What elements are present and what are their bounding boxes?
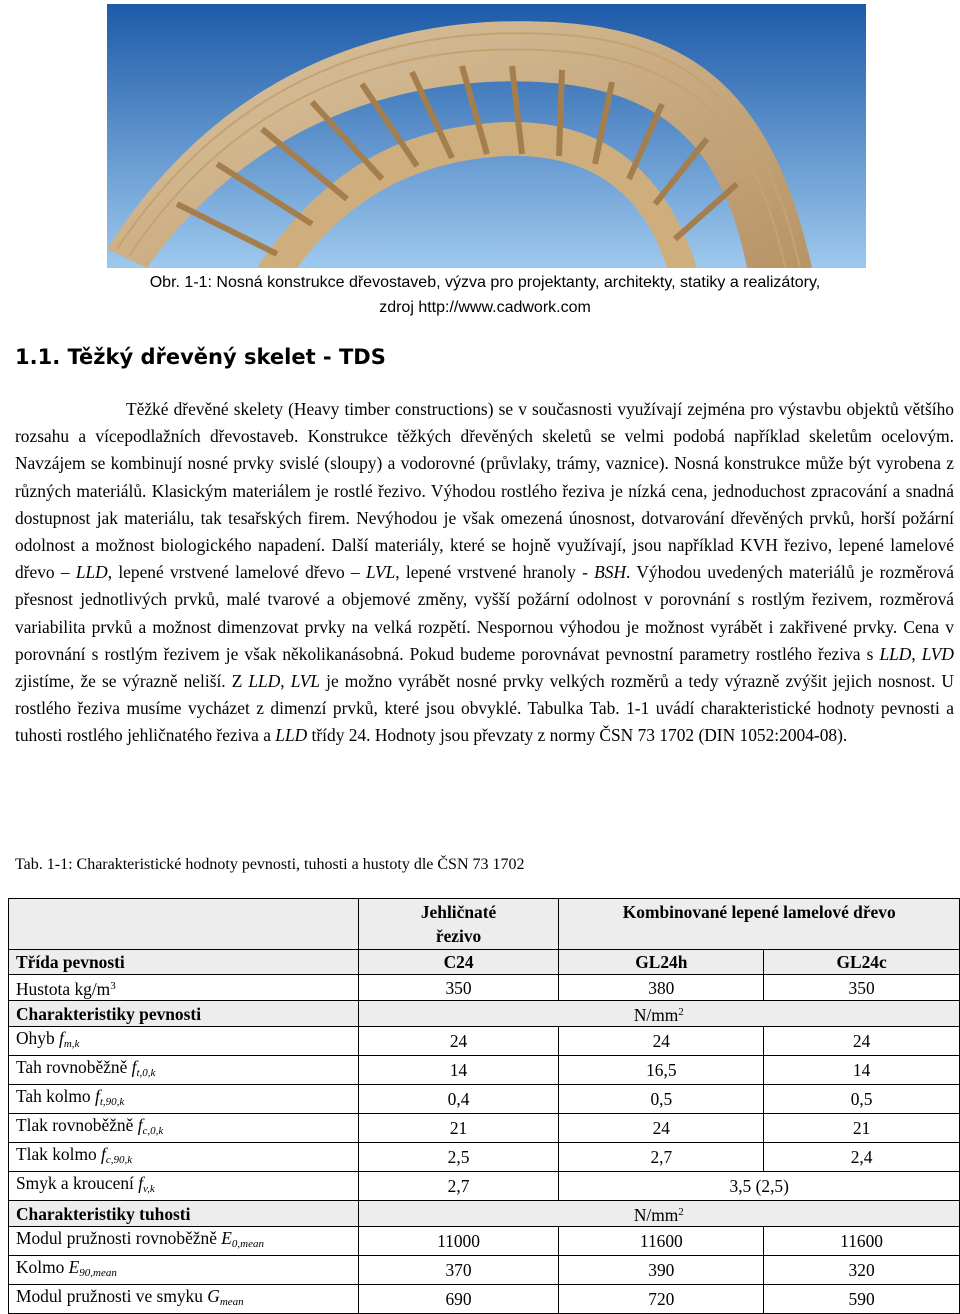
text-run: zjistíme, že se výrazně neliší. Z xyxy=(15,671,249,692)
cell-value: 24 xyxy=(358,1027,559,1056)
figure-caption-line1: Obr. 1-1: Nosná konstrukce dřevostaveb, výzva pro projektanty, architekty, statiky a realizátory, xyxy=(149,274,821,291)
cell-value: 16,5 xyxy=(559,1056,764,1085)
table-row-stiffness xyxy=(9,1256,960,1285)
table-row-class xyxy=(9,950,960,975)
cell-value: 590 xyxy=(764,1285,960,1314)
group-unit xyxy=(358,1201,959,1227)
cell-value: 24 xyxy=(764,1027,960,1056)
text-run: , lepené vrstvené hranoly - xyxy=(395,562,595,583)
row-label-text: Smyk a kroucení xyxy=(16,1173,139,1193)
cell-value: 0,4 xyxy=(358,1085,559,1114)
abbr-lld: LLD xyxy=(275,725,308,746)
row-label-text: Tah rovnoběžně xyxy=(16,1057,132,1077)
cell-value: 24 xyxy=(559,1027,764,1056)
abbr-lvl: LVL xyxy=(290,671,321,692)
cell-value: 370 xyxy=(358,1256,559,1285)
cell-value: 390 xyxy=(559,1256,764,1285)
symbol: f xyxy=(59,1028,64,1048)
header-softwood-line2: řezivo xyxy=(435,926,482,946)
cell-value: 14 xyxy=(358,1056,559,1085)
table-row-strength xyxy=(9,1027,960,1056)
cell-value: 380 xyxy=(559,975,764,1001)
row-label xyxy=(9,1285,359,1314)
symbol-subscript: c,0,k xyxy=(142,1125,164,1137)
body-paragraph xyxy=(15,396,954,750)
abbr-lld: LLD xyxy=(248,671,281,692)
abbr-lvl: LVL xyxy=(365,562,396,583)
symbol-subscript: c,90,k xyxy=(105,1154,133,1166)
symbol-subscript: t,90,k xyxy=(99,1096,125,1108)
row-label xyxy=(9,1027,359,1056)
figure-photo xyxy=(107,4,866,268)
group-label: Charakteristiky tuhosti xyxy=(9,1201,359,1227)
text-run: . Výhodou uvedených materiálů je rozměrová přesnost jednotlivých prvků, malé tvarové a objemové změny, vyšší požární odolnost v porovnání s rostlým řezivem, rozměrová variabilita prvků a možnost dimenzovat prvky na velká rozpětí. Nespornou výhodou je možnost vyrábět i zakřivené prvky. Cena v porovnání s rostlým řezivem je však několikanásobná. Pokud budeme porovnávat pevnostní parametry rostlého řeziva s xyxy=(15,562,954,664)
symbol-subscript: mean xyxy=(219,1296,244,1308)
cell-value: 21 xyxy=(764,1114,960,1143)
table-group-stiffness xyxy=(9,1201,960,1227)
group-unit xyxy=(358,1001,959,1027)
row-label xyxy=(9,1085,359,1114)
characteristics-table xyxy=(8,898,960,1314)
row-label xyxy=(9,1172,359,1201)
text-run: , xyxy=(280,671,291,692)
text-run: je možno vyrábět nosné prvky velkých rozměrů a tedy výrazně zvýšit jejich nosnost. U rostlého řeziva musíme vycházet z dimenzí prvků, které jsou obvyklé. Tabulka Tab. 1-1 uvádí charakteristické hodnoty pevnosti a tuhosti rostlého jehličnatého řeziva a xyxy=(15,671,954,746)
cell-value: 2,7 xyxy=(358,1172,559,1201)
figure-caption-line2: zdroj http://www.cadwork.com xyxy=(379,299,591,316)
cell-value: 11600 xyxy=(559,1227,764,1256)
symbol-subscript: 0,mean xyxy=(231,1238,264,1250)
symbol: E xyxy=(221,1228,232,1248)
row-label xyxy=(9,975,359,1001)
symbol: f xyxy=(131,1057,137,1077)
row-label xyxy=(9,1256,359,1285)
row-label-text: Modul pružnosti ve smyku xyxy=(16,1286,208,1306)
body-text xyxy=(15,396,954,750)
symbol: f xyxy=(137,1115,143,1135)
section-heading xyxy=(15,343,386,371)
row-label-text: Tlak kolmo xyxy=(16,1144,102,1164)
row-label xyxy=(9,1056,359,1085)
table-caption: Tab. 1-1: Charakteristické hodnoty pevnosti, tuhosti a hustoty dle ČSN 73 1702 xyxy=(15,856,525,873)
text-run: , xyxy=(911,643,922,664)
cell-value: C24 xyxy=(358,950,559,975)
table-row-strength xyxy=(9,1085,960,1114)
header-softwood xyxy=(358,899,559,950)
text-run: třídy 24. Hodnoty jsou převzaty z normy ČSN 73 1702 (DIN 1052:2004-08). xyxy=(307,725,848,746)
symbol: f xyxy=(101,1144,106,1164)
cell-value: 2,7 xyxy=(559,1143,764,1172)
header-glulam: Kombinované lepené lamelové dřevo xyxy=(559,899,960,950)
cell-value: 350 xyxy=(764,975,960,1001)
unit-superscript: 3 xyxy=(110,980,116,992)
unit-text: N/mm xyxy=(633,1205,679,1225)
abbr-lvd: LVD xyxy=(921,643,954,664)
symbol-subscript: m,k xyxy=(63,1038,80,1050)
timber-arch-illustration xyxy=(107,4,866,268)
cell-value: 2,5 xyxy=(358,1143,559,1172)
symbol: E xyxy=(68,1257,80,1277)
cell-value: 21 xyxy=(358,1114,559,1143)
cell-value: GL24c xyxy=(764,950,960,975)
cell-value: 24 xyxy=(559,1114,764,1143)
cell-value: 3,5 (2,5) xyxy=(559,1172,960,1201)
text-run: Těžké dřevěné skelety (Heavy timber constructions) se v současnosti využívají zejména pro výstavbu objektů většího rozsahu a vícepodlažních dřevostaveb. Konstrukce těžkých dřevěných skeletů se velmi podobá například skeletům ocelovým. Navzájem se kombinují nosné prvky svislé (sloupy) a vodorovné (průvlaky, trámy, vaznice). Nosná konstrukce může být vyrobena z různých materiálů. Klasickým materiálem je rostlé řezivo. Výhodou rostlého řeziva je nízká cena, jednoduchost zpracování a snadná dostupnost jak materiálu, tak tesařských firem. Nevýhodou je však omezená únosnost, dotvarování dřevěných prvků, horší požární odolnost a možnost biologického napadení. Další materiály, které se hojně využívají, jsou například KVH řezivo, lepené lamelové dřevo – xyxy=(15,399,954,583)
cell-value: 11000 xyxy=(358,1227,559,1256)
table-row-shear xyxy=(9,1172,960,1201)
unit-text: N/mm xyxy=(633,1005,679,1025)
cell-value: 0,5 xyxy=(764,1085,960,1114)
table-row-density xyxy=(9,975,960,1001)
symbol-subscript: t,0,k xyxy=(136,1067,156,1079)
row-label-text: Modul pružnosti rovnoběžně xyxy=(16,1228,222,1248)
row-label-text: Hustota kg/m xyxy=(16,979,111,999)
row-label xyxy=(9,1143,359,1172)
cell-value: 690 xyxy=(358,1285,559,1314)
header-empty-cell xyxy=(9,899,359,950)
symbol: G xyxy=(207,1286,220,1306)
cell-value: 0,5 xyxy=(559,1085,764,1114)
cell-value: 2,4 xyxy=(764,1143,960,1172)
symbol-subscript: 90,mean xyxy=(79,1267,117,1279)
cell-value: 14 xyxy=(764,1056,960,1085)
abbr-lld: LLD xyxy=(879,643,912,664)
row-label-text: Kolmo xyxy=(16,1257,69,1277)
unit-superscript: 2 xyxy=(678,1006,684,1018)
table-row-strength xyxy=(9,1143,960,1172)
abbr-bsh: BSH xyxy=(594,562,627,583)
table-row-stiffness xyxy=(9,1285,960,1314)
table-row-strength xyxy=(9,1114,960,1143)
section-number: 1.1. xyxy=(15,345,61,369)
group-label: Charakteristiky pevnosti xyxy=(9,1001,359,1027)
table-body xyxy=(9,899,960,1314)
row-label-text: Ohyb xyxy=(16,1028,59,1048)
cell-value: 11600 xyxy=(764,1227,960,1256)
row-label xyxy=(9,1114,359,1143)
cell-value: 320 xyxy=(764,1256,960,1285)
row-label xyxy=(9,1227,359,1256)
table-group-strength xyxy=(9,1001,960,1027)
row-label: Třída pevnosti xyxy=(9,950,359,975)
abbr-lld: LLD xyxy=(75,562,108,583)
symbol-subscript: v,k xyxy=(143,1183,155,1195)
unit-superscript: 2 xyxy=(678,1206,684,1218)
cell-value: 350 xyxy=(358,975,559,1001)
symbol: f xyxy=(138,1173,144,1193)
table-row-stiffness xyxy=(9,1227,960,1256)
header-softwood-line1: Jehličnaté xyxy=(420,902,497,922)
row-label-text: Tah kolmo xyxy=(16,1086,95,1106)
text-run: , lepené vrstvené lamelové dřevo – xyxy=(107,562,366,583)
row-label-text: Tlak rovnoběžně xyxy=(16,1115,138,1135)
table-header-row xyxy=(9,899,960,950)
symbol: f xyxy=(94,1086,100,1106)
table-row-strength xyxy=(9,1056,960,1085)
cell-value: 720 xyxy=(559,1285,764,1314)
section-title: Těžký dřevěný skelet - TDS xyxy=(67,345,386,369)
cell-value: GL24h xyxy=(559,950,764,975)
